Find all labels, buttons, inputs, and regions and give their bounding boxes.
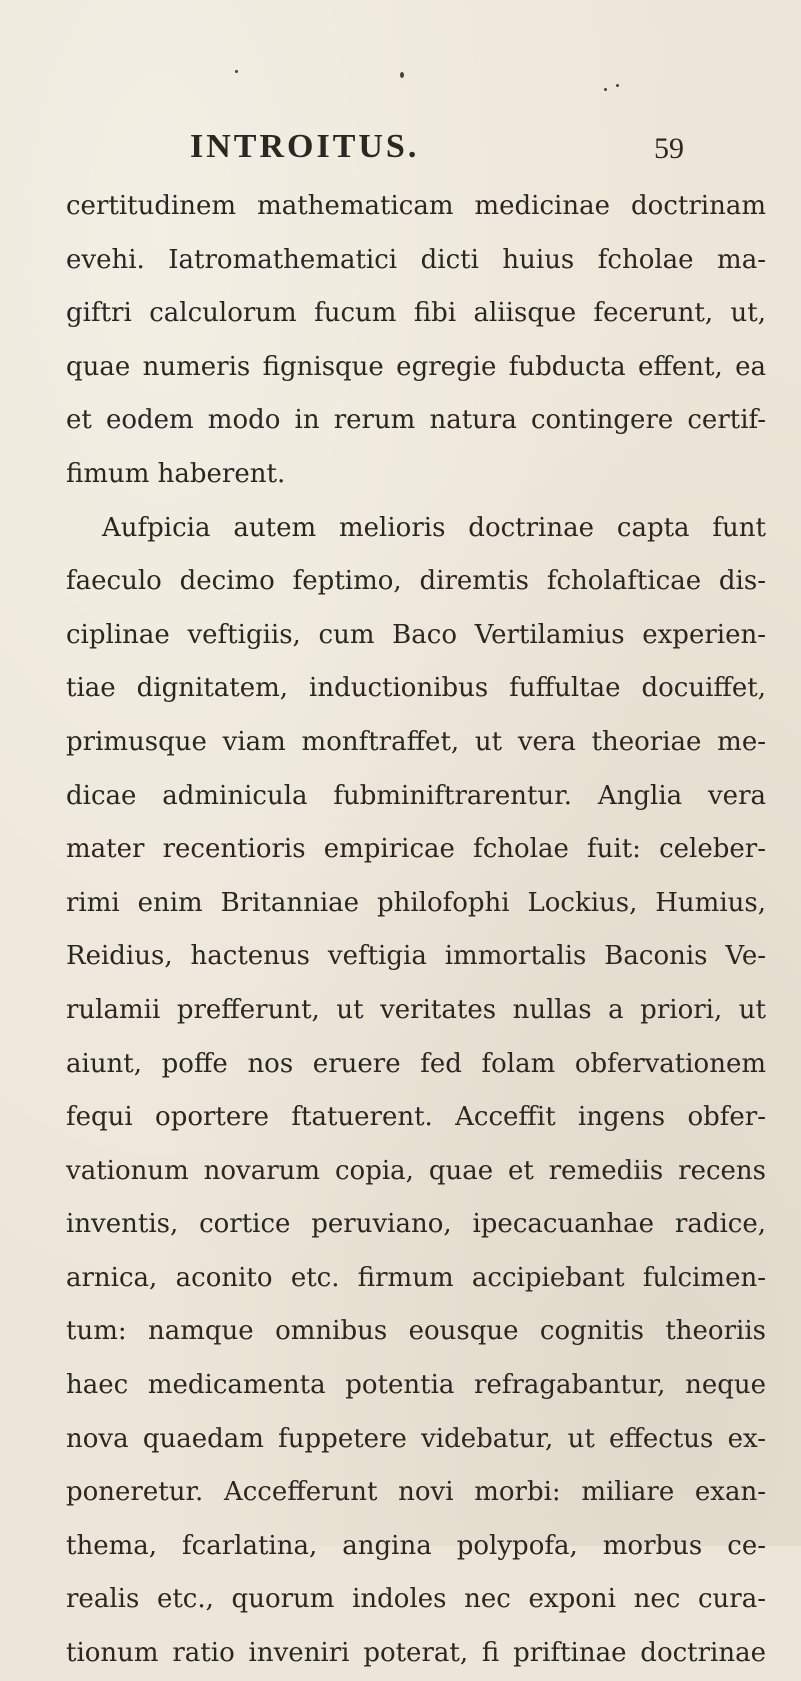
text-line: nova quaedam fuppetere videbatur, ut effectus ex- (66, 1423, 766, 1454)
text-line: vationum novarum copia, quae et remediis recens (66, 1155, 766, 1186)
text-line: faeculo decimo feptimo, diremtis fcholafticae dis- (66, 566, 766, 597)
text-line: Reidius, hactenus veftigia immortalis Baconis Ve- (66, 941, 766, 972)
text-line: realis etc., quorum indoles nec exponi nec cura- (66, 1584, 766, 1615)
text-line: rulamii prefferunt, ut veritates nullas a priori, ut (66, 994, 766, 1025)
page-header (0, 128, 801, 172)
text-line: et eodem modo in rerum natura contingere certif- (66, 405, 766, 436)
text-line: arnica, aconito etc. firmum accipiebant fulcimen- (66, 1262, 766, 1293)
body-text (66, 180, 766, 1681)
text-line: tionum ratio inveniri poterat, fi priftinae doctrinae (66, 1638, 766, 1669)
text-line: mater recentioris empiricae fcholae fuit: celeber- (66, 834, 766, 865)
ink-speck (400, 72, 404, 78)
page-number: 59 (654, 132, 684, 165)
ink-speck (235, 70, 238, 73)
text-line: poneretur. Accefferunt novi morbi: miliare exan- (66, 1477, 766, 1508)
text-line: fimum haberent. (66, 458, 286, 489)
text-line: thema, fcarlatina, angina polypofa, morbus ce- (66, 1530, 766, 1561)
text-line: tum: namque omnibus eousque cognitis theoriis (66, 1316, 766, 1347)
ink-speck (604, 88, 607, 91)
text-line: rimi enim Britanniae philofophi Lockius, Humius, (66, 887, 766, 918)
text-line: tiae dignitatem, inductionibus fuffultae docuiffet, (66, 673, 766, 704)
text-line: certitudinem mathematicam medicinae doctrinam (66, 191, 766, 221)
running-title: INTROITUS. (190, 128, 420, 165)
text-line: evehi. Iatromathematici dicti huius fcholae ma- (66, 244, 766, 275)
ink-speck (616, 84, 619, 87)
text-line: giftri calculorum fucum fibi aliisque fecerunt, ut, (66, 298, 766, 329)
text-line: haec medicamenta potentia refragabantur, neque (66, 1370, 766, 1401)
text-line: quae numeris fignisque egregie fubducta effent, ea (66, 351, 766, 382)
text-line: ciplinae veftigiis, cum Baco Vertilamius experien- (66, 619, 766, 650)
text-line: fequi oportere ftatuerent. Acceffit ingens obfer- (66, 1102, 766, 1133)
text-line: aiunt, poffe nos eruere fed folam obfervationem (66, 1048, 766, 1079)
text-line: primusque viam monftraffet, ut vera theoriae me- (66, 726, 766, 757)
text-line: inventis, cortice peruviano, ipecacuanhae radice, (66, 1209, 766, 1240)
text-line: Aufpicia autem melioris doctrinae capta funt (102, 512, 766, 543)
text-line: dicae adminicula fubminiftrarentur. Anglia vera (66, 780, 766, 811)
